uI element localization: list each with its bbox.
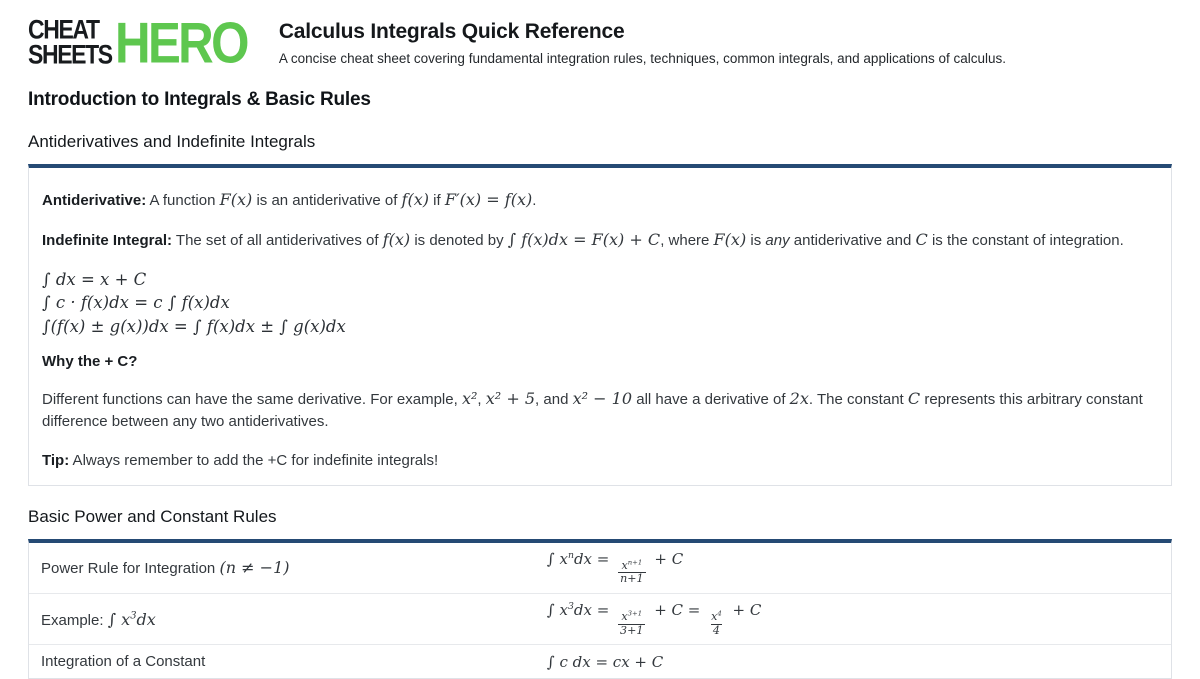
header-text (279, 20, 1006, 66)
page-title: Calculus Integrals Quick Reference (278, 20, 625, 44)
indefinite-integral-definition (42, 228, 1158, 252)
text-segment: . The constant (808, 391, 908, 409)
math-segment: ∫ x (546, 601, 568, 619)
table-row (29, 645, 1171, 678)
text-segment: , and (535, 391, 573, 409)
rule-name-cell (29, 645, 535, 678)
text-segment: , where (660, 232, 714, 250)
text-segment: Always remember to add the +C for indefinite integrals! (69, 451, 439, 469)
math-segment: x² (461, 389, 478, 409)
fraction (618, 557, 646, 587)
text-segment: is the constant of integration. (927, 232, 1124, 250)
math-segment: f(x) (382, 230, 411, 250)
math-segment: x (621, 609, 628, 623)
text-segment: all have a derivative of (632, 391, 790, 409)
why-plus-c-heading: Why the + C? (42, 353, 138, 371)
text-segment: , (477, 391, 486, 409)
text-segment: . (532, 191, 537, 209)
formula-line: ∫ dx = x + C (42, 270, 147, 289)
rule-formula-cell (535, 543, 1171, 593)
subsection-title-power-rules: Basic Power and Constant Rules (28, 506, 277, 526)
superscript: 3 (130, 610, 137, 622)
math-segment: x (711, 609, 718, 623)
tip-label: Tip: (42, 451, 70, 469)
text-segment: Different functions can have the same derivative. For example, (42, 391, 462, 409)
math-segment: x (621, 558, 628, 572)
math-segment: F(x) (713, 230, 747, 250)
text-segment: Power Rule for Integration (41, 560, 220, 578)
text-segment: if (429, 191, 445, 209)
rule-formula-cell (535, 594, 1171, 644)
subsection-title-antiderivatives: Antiderivatives and Indefinite Integrals (28, 131, 316, 151)
text-segment: Integration of a Constant (41, 653, 206, 671)
header (28, 10, 1172, 75)
math-segment: + C = (649, 601, 706, 619)
basic-integral-formulas (42, 268, 1158, 338)
math-segment: ∫ x (107, 609, 131, 629)
text-segment: The set of all antiderivatives of (172, 232, 383, 250)
fraction (709, 611, 724, 638)
math-segment: ∫ x (546, 549, 568, 568)
math-segment: dx (136, 609, 156, 629)
fraction-denominator: n+1 (620, 572, 644, 586)
math-segment: dx = (573, 549, 615, 568)
math-segment: ∫ c dx = cx + C (546, 652, 664, 671)
formula-line: ∫ c · f(x)dx = c ∫ f(x)dx (42, 293, 230, 313)
math-segment: f(x) (401, 189, 430, 209)
antiderivatives-card (28, 164, 1172, 486)
math-segment: + C (649, 549, 684, 568)
indefinite-integral-label: Indefinite Integral: (42, 232, 173, 250)
cheatsheets-hero-logo (28, 10, 265, 75)
page-subtitle: A concise cheat sheet covering fundamental integration rules, techniques, common integrals, and applications of calculus. (278, 51, 1007, 67)
math-segment: x² − 10 (572, 389, 633, 409)
superscript: 3+1 (627, 609, 643, 618)
text-segment: Example: (41, 611, 108, 629)
emphasis-any: any (765, 232, 790, 250)
fraction-numerator (619, 611, 644, 624)
table-row (29, 543, 1171, 594)
math-segment: + C (727, 601, 762, 619)
text-segment: represents this arbitrary constant difference between any two antiderivatives. (42, 391, 1143, 431)
fraction-numerator (619, 557, 644, 573)
text-segment: is (746, 232, 766, 250)
formula-line: ∫(f(x) ± g(x))dx = ∫ f(x)dx ± ∫ g(x)dx (42, 316, 346, 336)
superscript: n+1 (627, 557, 643, 566)
text-segment: antiderivative and (789, 232, 916, 250)
math-segment: x² + 5 (485, 389, 536, 409)
logo-wordmark-black (28, 14, 112, 71)
fraction-denominator: 3+1 (620, 623, 644, 637)
superscript: 3 (567, 601, 574, 612)
math-segment: C (915, 230, 928, 250)
table-row (29, 594, 1171, 645)
antiderivative-definition (42, 188, 1158, 212)
text-segment: A function (146, 191, 220, 209)
rule-formula-cell (535, 645, 1171, 678)
logo-line-sheets: SHEETS (28, 40, 112, 71)
math-segment: ∫ f(x)dx = F(x) + C (507, 230, 661, 250)
math-segment (108, 610, 156, 629)
fraction-denominator: 4 (712, 623, 720, 637)
antiderivative-label: Antiderivative: (42, 191, 147, 209)
fraction-numerator (709, 611, 724, 624)
section-title: Introduction to Integrals & Basic Rules (28, 88, 371, 110)
math-segment: 2x (789, 389, 809, 409)
superscript: 4 (717, 609, 722, 618)
logo-wordmark-hero: HERO (115, 10, 247, 75)
math-segment: dx = (573, 601, 615, 619)
text-segment: is denoted by (410, 232, 508, 250)
fraction (618, 611, 645, 638)
text-segment: is an antiderivative of (252, 191, 402, 209)
power-rules-table (28, 539, 1172, 679)
math-segment: F(x) (219, 189, 253, 209)
why-plus-c-paragraph (42, 387, 1158, 433)
math-segment: (n ≠ −1) (219, 558, 290, 578)
logo-line-cheat: CHEAT (28, 14, 99, 46)
rule-name-cell (29, 543, 535, 593)
math-segment: F′(x) = f(x) (444, 189, 533, 209)
superscript: n (567, 549, 574, 561)
rule-name-cell (29, 594, 535, 644)
math-segment: C (907, 389, 921, 409)
tip-note (42, 450, 1158, 472)
